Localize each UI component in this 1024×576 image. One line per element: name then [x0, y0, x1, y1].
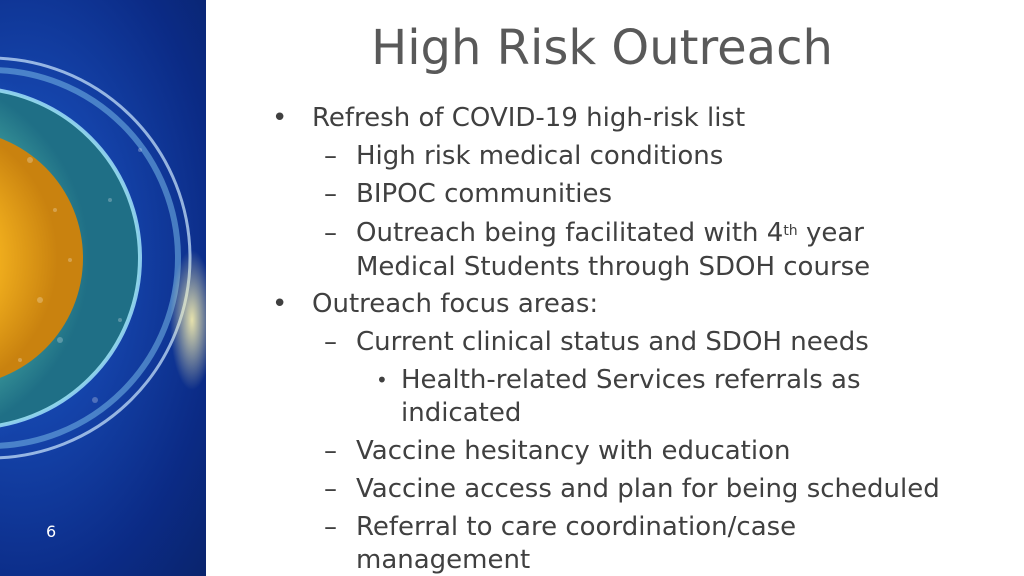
dash-marker: –: [324, 474, 337, 504]
slide-title: High Risk Outreach: [371, 20, 833, 76]
dash-marker: –: [324, 512, 337, 542]
bullet-marker: •: [376, 368, 388, 392]
sub-bullet-item: [270, 326, 970, 359]
sub-bullet-item: [270, 178, 970, 211]
bullet-text: Outreach focus areas:: [312, 289, 599, 319]
sub-bullet-item: [270, 435, 970, 468]
bullet-text: Vaccine hesitancy with education: [356, 436, 791, 466]
bullet-item: [270, 288, 970, 321]
slide-number: 6: [46, 522, 57, 541]
dash-marker: –: [324, 327, 337, 357]
dash-marker: –: [324, 179, 337, 209]
cell-illustration: [0, 0, 206, 576]
sub-bullet-item: [270, 511, 970, 576]
sub-bullet-item: [270, 216, 970, 284]
bullet-text: Health-related Services referrals as indicated: [401, 365, 861, 428]
bullet-marker: •: [272, 289, 288, 319]
bullet-marker: •: [272, 103, 288, 133]
bullet-text: Current clinical status and SDOH needs: [356, 327, 869, 357]
decorative-cell-image: [0, 0, 206, 576]
sub-bullet-item: [270, 140, 970, 173]
dash-marker: –: [324, 436, 337, 466]
dash-marker: –: [324, 141, 337, 171]
sub-sub-bullet-item: [270, 364, 970, 430]
bullet-text: High risk medical conditions: [356, 141, 724, 171]
bullet-list: [270, 98, 970, 576]
superscript-ordinal: th: [783, 223, 798, 239]
bullet-text-suffix: year Medical Students through SDOH course: [356, 218, 871, 282]
bullet-text: Vaccine access and plan for being scheduled: [356, 474, 940, 504]
bullet-item: [270, 102, 970, 135]
bullet-text: Refresh of COVID-19 high-risk list: [312, 103, 746, 133]
bullet-text-prefix: Outreach being facilitated with 4: [356, 218, 784, 248]
bullet-text: Referral to care coordination/case management: [356, 512, 797, 575]
dash-marker: –: [324, 218, 337, 248]
bullet-text: BIPOC communities: [356, 179, 613, 209]
sub-bullet-item: [270, 473, 970, 506]
